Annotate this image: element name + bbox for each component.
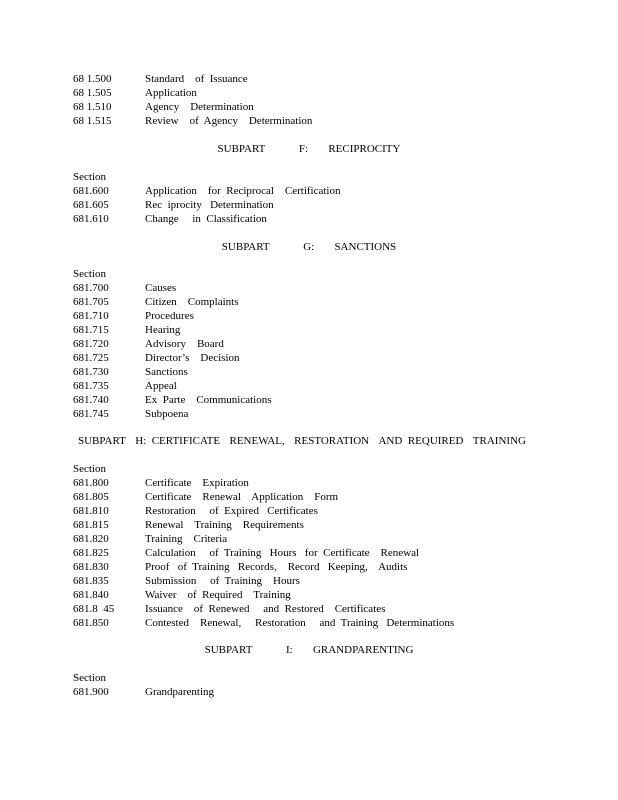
toc-row bbox=[73, 198, 274, 212]
toc-row bbox=[73, 476, 249, 490]
section-title: Certificate Renewal Application Form bbox=[145, 491, 339, 503]
section-title: Grandparenting bbox=[145, 686, 215, 698]
toc-row bbox=[73, 323, 181, 337]
toc-row bbox=[73, 518, 304, 532]
subpart-g-heading: SUBPART G: SANCTIONS bbox=[221, 241, 397, 253]
toc-row bbox=[73, 295, 239, 309]
section-title: Agency Determination bbox=[145, 101, 254, 113]
section-title: Ex Parte Communications bbox=[145, 394, 272, 406]
section-title: Review of Agency Determination bbox=[145, 115, 313, 127]
section-title: Contested Renewal, Restoration and Training Determinations bbox=[145, 617, 455, 629]
section-title: Calculation of Training Hours for Certificate Renewal bbox=[145, 547, 420, 559]
section-number: 681.820 bbox=[73, 533, 109, 545]
toc-row bbox=[73, 490, 339, 504]
section-number: 681.850 bbox=[73, 617, 109, 629]
section-title: Procedures bbox=[145, 310, 194, 322]
section-number: 681.815 bbox=[73, 519, 109, 531]
section-label: Section bbox=[73, 268, 106, 280]
toc-row bbox=[73, 281, 177, 295]
section-title: Director’s Decision bbox=[145, 352, 240, 364]
section-number: 681.720 bbox=[73, 338, 109, 350]
section-title: Advisory Board bbox=[145, 338, 224, 350]
section-label: Section bbox=[73, 171, 106, 183]
subpart-f-heading: SUBPART F: RECIPROCITY bbox=[217, 143, 401, 155]
section-number: 681.810 bbox=[73, 505, 109, 517]
toc-row bbox=[73, 407, 189, 421]
section-title: Appeal bbox=[145, 380, 177, 392]
section-title: Application bbox=[145, 87, 197, 99]
heading-word: RESTORATION bbox=[294, 435, 370, 447]
section-number: 681.800 bbox=[73, 477, 109, 489]
toc-row bbox=[73, 184, 341, 198]
section-number: 68 1.510 bbox=[73, 101, 112, 113]
section-number: 681.805 bbox=[73, 491, 109, 503]
section-label: Section bbox=[73, 463, 106, 475]
section-title: Waiver of Required Training bbox=[145, 589, 291, 601]
section-title: Renewal Training Requirements bbox=[145, 519, 304, 531]
section-title: Training Criteria bbox=[145, 533, 228, 545]
section-number: 681.825 bbox=[73, 547, 109, 559]
section-label: Section bbox=[73, 672, 106, 684]
toc-row bbox=[73, 560, 408, 574]
section-number: 681.745 bbox=[73, 408, 109, 420]
section-title: Restoration of Expired Certificates bbox=[145, 505, 318, 517]
section-number: 68 1.515 bbox=[73, 115, 112, 127]
toc-row bbox=[73, 685, 215, 699]
toc-row bbox=[73, 504, 318, 518]
section-title: Application for Reciprocal Certification bbox=[145, 185, 341, 197]
toc-row bbox=[73, 588, 291, 602]
heading-word: RENEWAL, bbox=[229, 435, 285, 447]
section-title: Citizen Complaints bbox=[145, 296, 239, 308]
heading-word: SUBPART bbox=[78, 435, 126, 447]
section-number: 681.610 bbox=[73, 213, 109, 225]
toc-row bbox=[73, 532, 228, 546]
section-number: 681.705 bbox=[73, 296, 109, 308]
section-number: 681.600 bbox=[73, 185, 109, 197]
section-title: Rec iprocity Determination bbox=[145, 199, 274, 211]
heading-word: H: CERTIFICATE bbox=[135, 435, 221, 447]
section-title: Standard of Issuance bbox=[145, 73, 248, 85]
toc-row bbox=[73, 351, 240, 365]
section-title: Subpoena bbox=[145, 408, 189, 420]
heading-word: TRAINING bbox=[472, 435, 526, 447]
toc-row bbox=[73, 212, 267, 226]
subpart-h-heading bbox=[78, 434, 526, 448]
section-number: 681.835 bbox=[73, 575, 109, 587]
section-number: 681.735 bbox=[73, 380, 109, 392]
toc-block-reciprocity bbox=[73, 170, 341, 226]
toc-block-grandparenting bbox=[73, 671, 215, 699]
section-title: Sanctions bbox=[145, 366, 188, 378]
section-number: 681.740 bbox=[73, 394, 109, 406]
toc-row bbox=[73, 393, 272, 407]
heading-word: AND REQUIRED bbox=[378, 435, 464, 447]
section-number: 68 1.505 bbox=[73, 87, 112, 99]
section-number: 681.900 bbox=[73, 686, 109, 698]
section-number: 681.700 bbox=[73, 282, 109, 294]
toc-block-renewal bbox=[73, 462, 455, 630]
toc-row bbox=[73, 365, 188, 379]
section-title: Proof of Training Records, Record Keeping, Audits bbox=[145, 561, 408, 573]
subpart-i-heading: SUBPART I: GRANDPARENTING bbox=[204, 644, 414, 656]
toc-block-sanctions bbox=[73, 267, 272, 421]
toc-row bbox=[73, 309, 194, 323]
section-title: Certificate Expiration bbox=[145, 477, 249, 489]
toc-row bbox=[73, 337, 224, 351]
toc-row bbox=[73, 379, 177, 393]
section-title: Change in Classification bbox=[145, 213, 267, 225]
section-number: 681.605 bbox=[73, 199, 109, 211]
section-title: Issuance of Renewed and Restored Certificates bbox=[145, 603, 386, 615]
section-number: 681.710 bbox=[73, 310, 109, 322]
section-title: Hearing bbox=[145, 324, 181, 336]
section-number: 681.8 45 bbox=[73, 603, 115, 615]
toc-row bbox=[73, 546, 420, 560]
section-number: 68 1.500 bbox=[73, 73, 112, 85]
section-number: 681.840 bbox=[73, 589, 109, 601]
toc-row bbox=[73, 616, 455, 630]
section-number: 681.725 bbox=[73, 352, 109, 364]
toc-row bbox=[73, 602, 386, 616]
section-number: 681.715 bbox=[73, 324, 109, 336]
section-number: 681.730 bbox=[73, 366, 109, 378]
section-number: 681.830 bbox=[73, 561, 109, 573]
section-title: Submission of Training Hours bbox=[145, 575, 300, 587]
toc-row bbox=[73, 574, 300, 588]
section-title: Causes bbox=[145, 282, 177, 294]
